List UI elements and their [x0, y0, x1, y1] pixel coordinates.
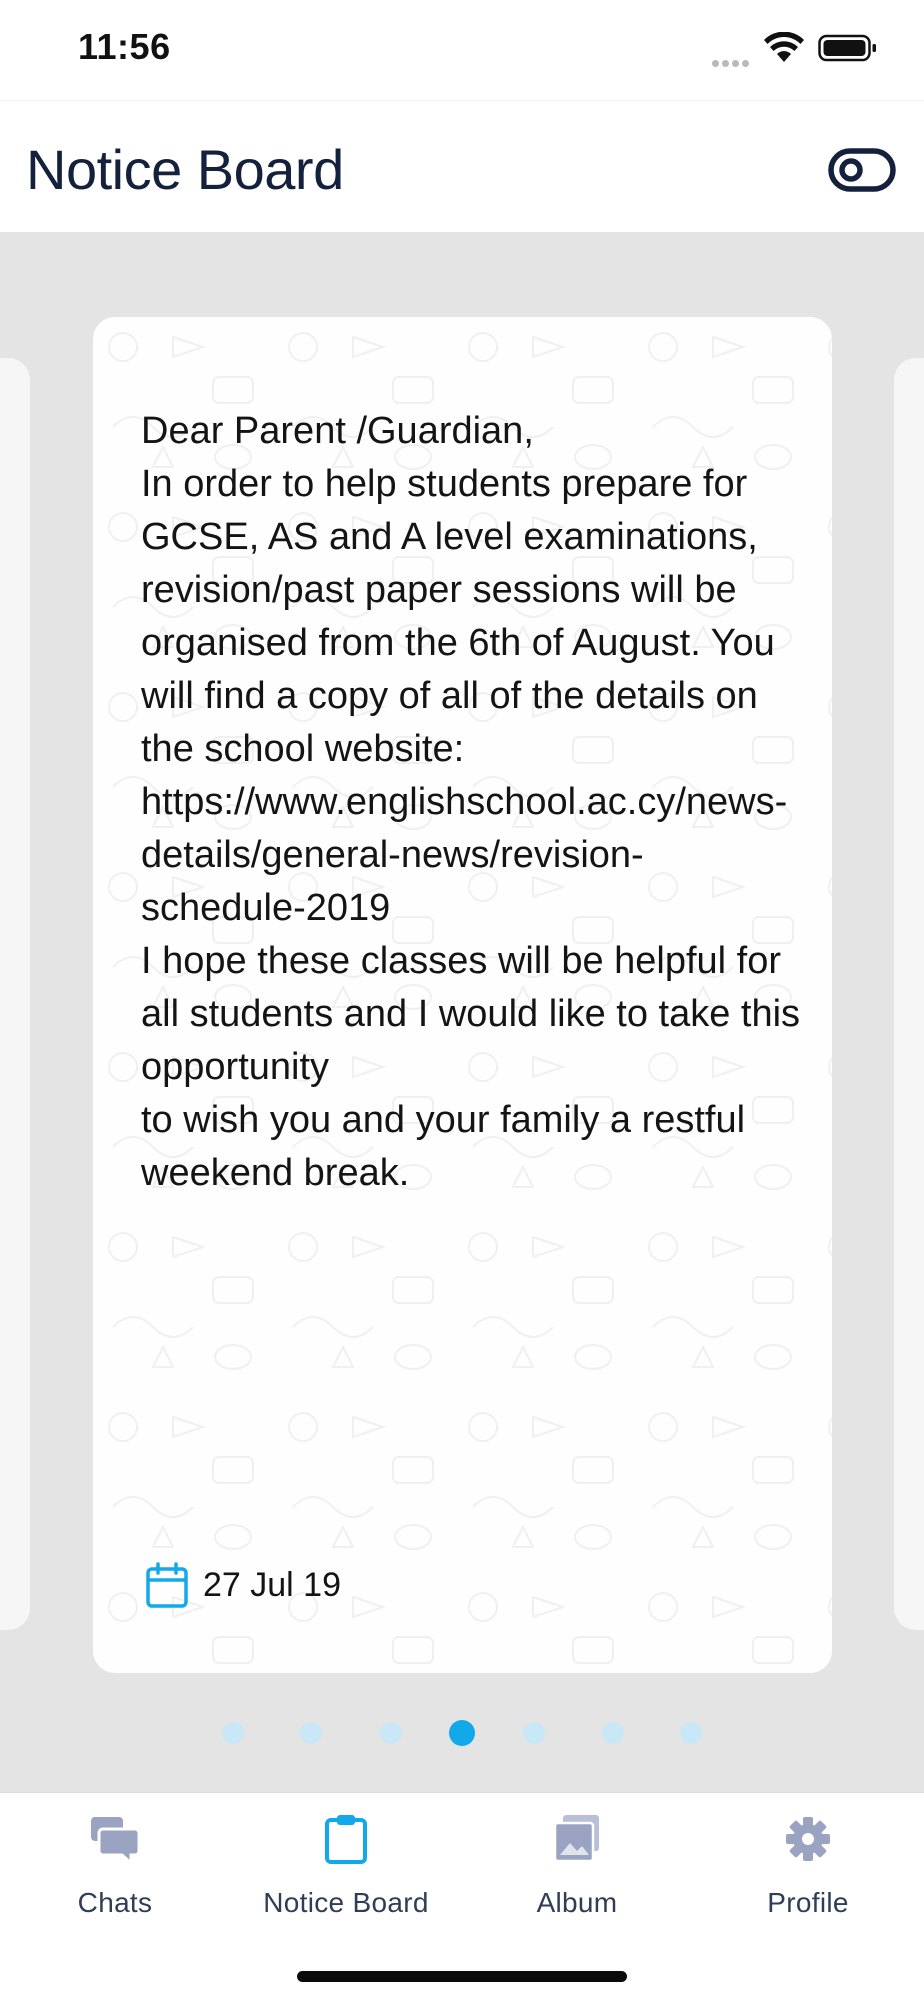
- notice-message: Dear Parent /Guardian, In order to help students prepare for GCSE, AS and A level examinations, revision/past paper sessions will be organised from the 6th of August. You will find a copy of all of the details on the school website: https://www.englishschool.ac.cy/news-details/general-news/revision-schedule-2019 I hope these classes will be helpful for all students and I would like to take this opportunity to wish you and your family a restful weekend break.: [141, 410, 801, 1194]
- album-icon: [551, 1813, 603, 1865]
- tab-notice-board[interactable]: [246, 1807, 446, 1927]
- home-indicator: [297, 1971, 627, 1982]
- pagination-dot-1[interactable]: [222, 1722, 244, 1744]
- tab-profile-label: Profile: [767, 1887, 849, 1918]
- pagination-dots: [0, 1716, 924, 1748]
- tab-album-label: Album: [536, 1887, 618, 1918]
- tab-chats[interactable]: [15, 1807, 215, 1927]
- tab-notice-board-label: Notice Board: [263, 1887, 429, 1918]
- next-notice-card[interactable]: [894, 358, 924, 1630]
- pagination-dot-7[interactable]: [680, 1722, 702, 1744]
- status-bar: [0, 0, 924, 100]
- previous-notice-card[interactable]: [0, 358, 30, 1630]
- page-title: Notice Board: [26, 138, 344, 201]
- bottom-tab-bar: [0, 1792, 924, 2000]
- wifi-icon: [764, 32, 804, 64]
- battery-icon: [818, 34, 878, 62]
- cellular-signal-icon: [712, 54, 756, 62]
- status-time: 11:56: [78, 26, 171, 67]
- toggle-icon[interactable]: [828, 147, 896, 193]
- tab-album[interactable]: [477, 1807, 677, 1927]
- gear-icon: [782, 1813, 834, 1865]
- tab-chats-label: Chats: [77, 1887, 153, 1918]
- pagination-dot-6[interactable]: [602, 1722, 624, 1744]
- calendar-icon: [145, 1561, 189, 1609]
- notice-date: 27 Jul 19: [203, 1565, 341, 1604]
- notice-date-row: [145, 1561, 341, 1609]
- tab-profile[interactable]: [708, 1807, 908, 1927]
- pagination-dot-5[interactable]: [523, 1722, 545, 1744]
- pagination-dot-3[interactable]: [380, 1722, 402, 1744]
- notice-card: [93, 317, 832, 1673]
- clipboard-icon: [320, 1813, 372, 1865]
- notice-carousel[interactable]: [0, 232, 924, 1792]
- header: [0, 100, 924, 232]
- pagination-dot-4-active[interactable]: [449, 1720, 475, 1746]
- chats-icon: [89, 1813, 141, 1865]
- pagination-dot-2[interactable]: [300, 1722, 322, 1744]
